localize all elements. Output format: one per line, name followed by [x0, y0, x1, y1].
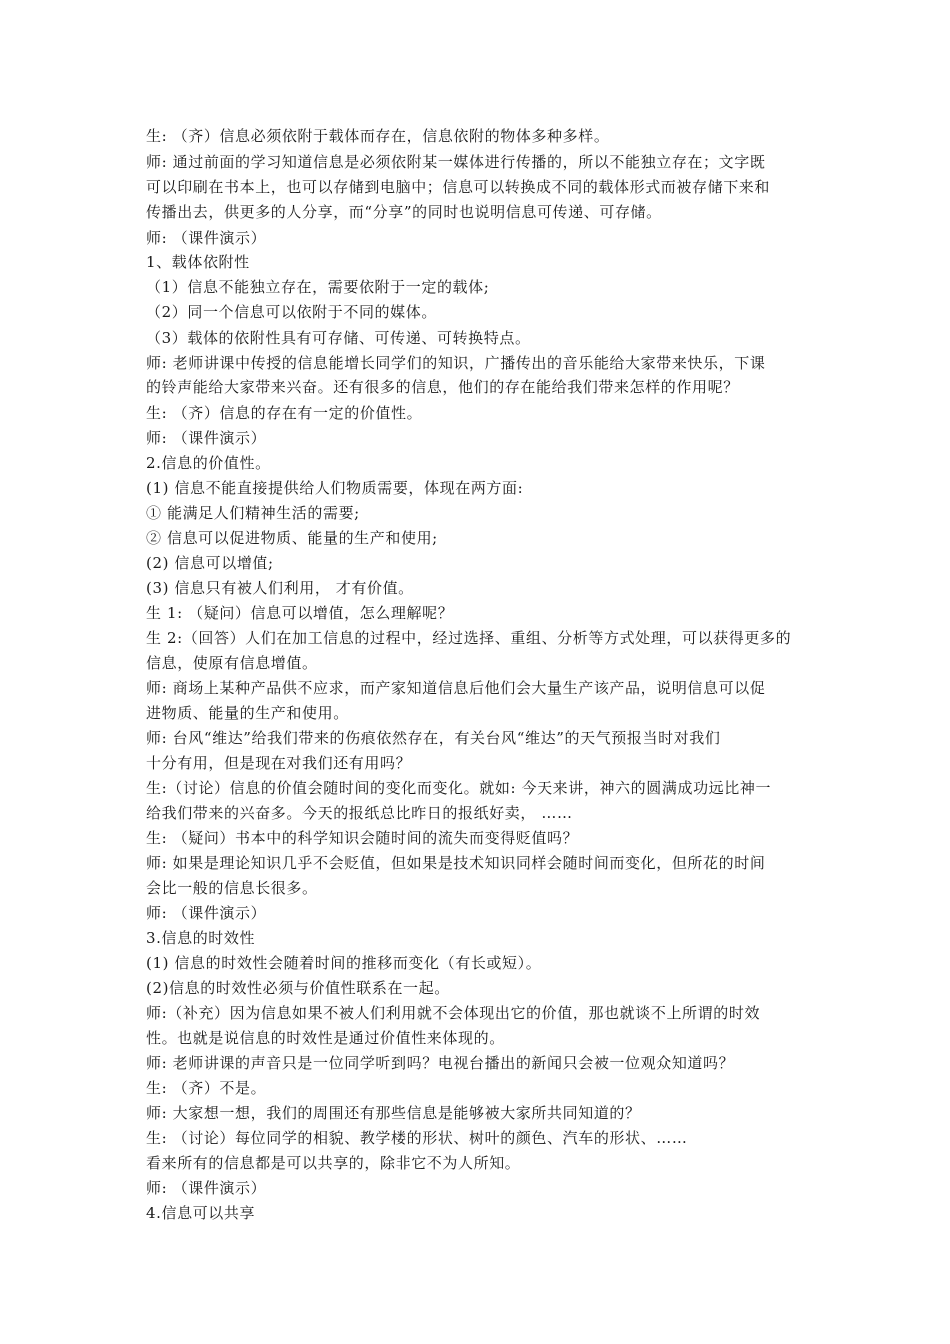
section-heading: 4.信息可以共享	[146, 1204, 256, 1222]
text-line: (1) 信息不能直接提供给人们物质需要，体现在两方面:	[146, 479, 524, 497]
text-line: 师: 大家想一想，我们的周围还有那些信息是能够被大家所共同知道的？	[146, 1104, 641, 1122]
text-line: 师: （课件演示）	[146, 904, 267, 922]
text-line: 生 2:（回答）人们在加工信息的过程中，经过选择、重组、分析等方式处理，可以获得更多的	[146, 629, 792, 647]
text-line: 生:（讨论）信息的价值会随时间的变化而变化。就如: 今天来讲，神六的圆满成功远比神一	[146, 779, 772, 797]
text-line: ① 能满足人们精神生活的需要;	[146, 504, 360, 522]
text-line: 的铃声能给大家带来兴奋。还有很多的信息，他们的存在能给我们带来怎样的作用呢？	[146, 378, 739, 396]
text-line: 师: 商场上某种产品供不应求，而产家知道信息后他们会大量生产该产品，说明信息可以促	[146, 679, 766, 697]
text-line: 师: 通过前面的学习知道信息是必须依附某一媒体进行传播的，所以不能独立存在；文字既	[146, 153, 766, 171]
text-line: 师:（补充）因为信息如果不被人们利用就不会体现出它的价值，那也就谈不上所谓的时效	[146, 1004, 761, 1022]
text-line: 师: （课件演示）	[146, 429, 267, 447]
text-line: 师: 台风“维达”给我们带来的伤痕依然存在，有关台风“维达”的天气预报当时对我们	[146, 729, 721, 747]
text-line: 生: （讨论）每位同学的相貌、教学楼的形状、树叶的颜色、汽车的形状、……	[146, 1129, 688, 1147]
text-line: 生: （疑问）书本中的科学知识会随时间的流失而变得贬值吗？	[146, 829, 579, 847]
text-line: 生: （齐）不是。	[146, 1079, 267, 1097]
text-line: （3）载体的依附性具有可存储、可传递、可转换特点。	[146, 329, 531, 347]
text-line: 给我们带来的兴奋多。今天的报纸总比昨日的报纸好卖， ……	[146, 804, 573, 822]
text-line: 师: 老师讲课中传授的信息能增长同学们的知识，广播传出的音乐能给大家带来快乐，下课	[146, 354, 766, 372]
text-line: (1) 信息的时效性会随着时间的推移而变化（有长或短）。	[146, 954, 542, 972]
text-line: 会比一般的信息长很多。	[146, 879, 318, 897]
text-line: 师: 如果是理论知识几乎不会贬值，但如果是技术知识同样会随时间而变化，但所花的时间	[146, 854, 766, 872]
section-heading: 3.信息的时效性	[146, 929, 256, 947]
section-heading: 1、载体依附性	[146, 253, 250, 271]
section-heading: 2.信息的价值性。	[146, 454, 271, 472]
text-line: （2）同一个信息可以依附于不同的媒体。	[146, 303, 437, 321]
text-line: 传播出去，供更多的人分享，而“分享”的同时也说明信息可传递、可存储。	[146, 203, 662, 221]
text-line: 师: （课件演示）	[146, 229, 267, 247]
text-line: 生: （齐）信息的存在有一定的价值性。	[146, 404, 423, 422]
text-line: 进物质、能量的生产和使用。	[146, 704, 349, 722]
text-line: 生: （齐）信息必须依附于载体而存在，信息依附的物体多种多样。	[146, 127, 610, 145]
text-line: ② 信息可以促进物质、能量的生产和使用;	[146, 529, 438, 547]
text-line: 看来所有的信息都是可以共享的，除非它不为人所知。	[146, 1154, 521, 1172]
text-line: 师: （课件演示）	[146, 1179, 267, 1197]
text-line: 师: 老师讲课的声音只是一位同学听到吗？电视台播出的新闻只会被一位观众知道吗？	[146, 1054, 735, 1072]
text-line: 可以印刷在书本上，也可以存储到电脑中；信息可以转换成不同的载体形式而被存储下来和	[146, 178, 771, 196]
text-line: 信息，使原有信息增值。	[146, 654, 318, 672]
text-line: 性。也就是说信息的时效性是通过价值性来体现的。	[146, 1029, 505, 1047]
text-line: (2)信息的时效性必须与价值性联系在一起。	[146, 979, 450, 997]
text-line: （1）信息不能独立存在，需要依附于一定的载体;	[146, 278, 490, 296]
text-line: 十分有用，但是现在对我们还有用吗？	[146, 754, 412, 772]
text-line: (3) 信息只有被人们利用， 才有价值。	[146, 579, 414, 597]
text-line: 生 1: （疑问）信息可以增值，怎么理解呢？	[146, 604, 454, 622]
text-line: (2) 信息可以增值;	[146, 554, 274, 572]
